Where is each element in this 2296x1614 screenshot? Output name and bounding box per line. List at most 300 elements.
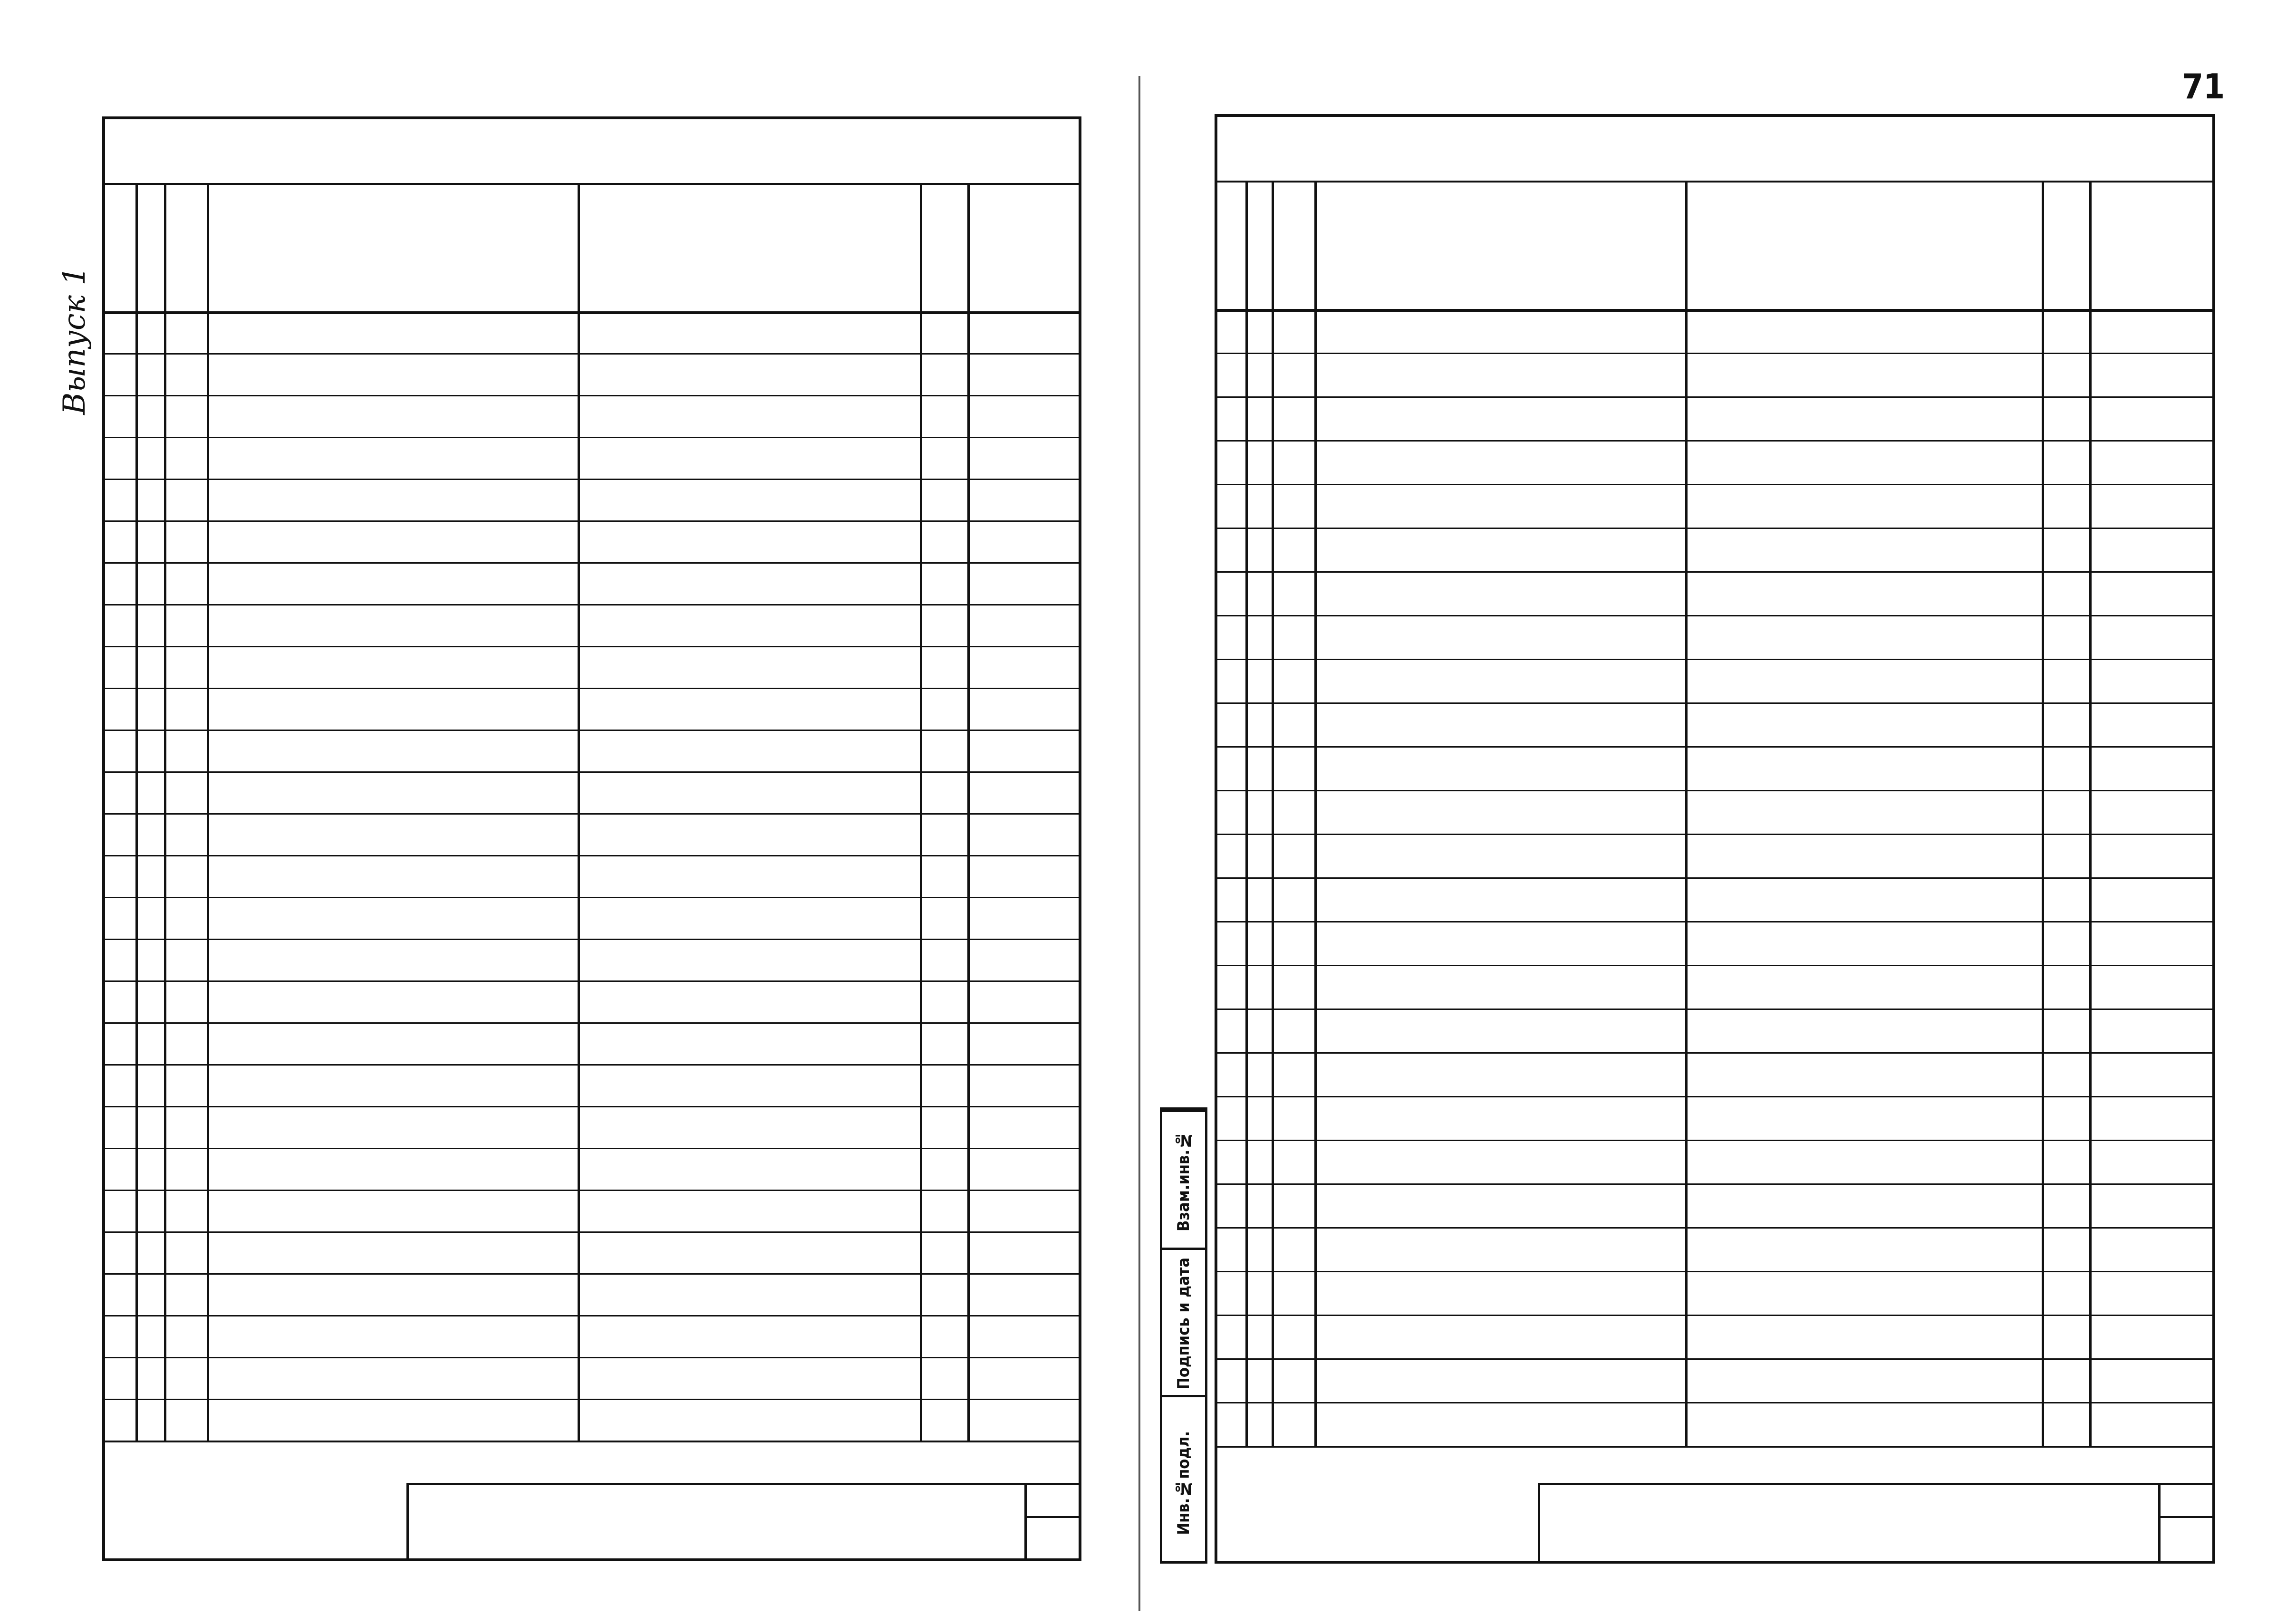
row-designation — [207, 604, 578, 646]
row-note — [967, 520, 1081, 562]
document-code — [1538, 1483, 2158, 1564]
row-pos — [164, 980, 207, 1022]
row-name — [1685, 1315, 2042, 1358]
row-pos — [1272, 1315, 1314, 1358]
row-format — [102, 730, 135, 771]
row-note — [2089, 396, 2215, 440]
row-note — [2089, 440, 2215, 484]
row-pos — [1272, 1096, 1314, 1140]
row-note — [2089, 790, 2215, 834]
row-designation — [1314, 702, 1685, 746]
header-note — [2089, 181, 2215, 309]
row-designation — [207, 1106, 578, 1148]
row-pos — [1272, 790, 1314, 834]
row-designation — [1314, 1183, 1685, 1227]
row-name — [1685, 1358, 2042, 1402]
row-format — [102, 1399, 135, 1441]
row-name — [1685, 1402, 2042, 1446]
row-note — [2089, 1183, 2215, 1227]
row-designation — [1314, 790, 1685, 834]
row-note — [967, 730, 1081, 771]
row-qty — [2042, 1358, 2089, 1402]
row-name — [578, 395, 920, 437]
row-qty — [920, 520, 967, 562]
row-pos — [1272, 1402, 1314, 1446]
row-format — [1215, 1009, 1245, 1052]
row-qty — [920, 604, 967, 646]
row-pos — [164, 437, 207, 479]
row-pos — [164, 395, 207, 437]
sheet-number — [2158, 1516, 2215, 1564]
row-note — [967, 1106, 1081, 1148]
row-format — [102, 1231, 135, 1273]
row-pos — [164, 520, 207, 562]
approval-strip-field — [1162, 1110, 1205, 1250]
row-format — [102, 771, 135, 813]
row-qty — [2042, 921, 2089, 965]
row-pos — [1272, 309, 1314, 353]
row-designation — [207, 520, 578, 562]
row-note — [2089, 746, 2215, 790]
row-qty — [2042, 1052, 2089, 1096]
row-format — [102, 688, 135, 730]
row-note — [967, 1399, 1081, 1441]
row-name — [1685, 1183, 2042, 1227]
row-format — [102, 311, 135, 353]
row-note — [2089, 528, 2215, 571]
row-pos — [1272, 877, 1314, 921]
row-designation — [1314, 1096, 1685, 1140]
row-designation — [207, 897, 578, 939]
sheet-label — [2158, 1483, 2215, 1516]
row-name — [578, 771, 920, 813]
row-format — [1215, 702, 1245, 746]
row-name — [1685, 615, 2042, 659]
row-designation — [207, 311, 578, 353]
row-note — [2089, 965, 2215, 1009]
section-title — [578, 855, 920, 897]
document-code — [406, 1483, 1024, 1561]
row-format — [1215, 746, 1245, 790]
approval-strip-label: Взам.инв.№ — [1174, 1131, 1193, 1231]
row-format — [1215, 1140, 1245, 1183]
row-name — [578, 1231, 920, 1273]
row-pos — [1272, 353, 1314, 396]
section-title — [578, 1190, 920, 1231]
row-name — [1685, 440, 2042, 484]
header-zone — [135, 183, 164, 311]
row-qty — [2042, 659, 2089, 702]
row-format — [1215, 571, 1245, 615]
row-qty — [2042, 1183, 2089, 1227]
row-qty — [920, 1357, 967, 1399]
row-designation — [1314, 877, 1685, 921]
header-pos — [1272, 181, 1314, 309]
row-qty — [920, 562, 967, 604]
row-designation — [1314, 1402, 1685, 1446]
row-designation — [1314, 746, 1685, 790]
row-qty — [920, 771, 967, 813]
row-pos — [164, 479, 207, 520]
row-format — [102, 353, 135, 395]
row-pos — [1272, 1183, 1314, 1227]
row-designation — [207, 1022, 578, 1064]
row-name — [578, 939, 920, 980]
row-name — [578, 562, 920, 604]
row-designation — [1314, 1315, 1685, 1358]
row-qty — [2042, 615, 2089, 659]
row-designation — [1314, 659, 1685, 702]
header-format — [102, 183, 135, 311]
row-format — [1215, 834, 1245, 877]
header-format — [1215, 181, 1245, 309]
section-title — [578, 1022, 920, 1064]
row-qty — [2042, 1402, 2089, 1446]
approval-strip — [1160, 1107, 1207, 1564]
row-pos — [164, 311, 207, 353]
row-format — [1215, 309, 1245, 353]
row-format — [1215, 965, 1245, 1009]
row-qty — [2042, 571, 2089, 615]
row-qty — [920, 437, 967, 479]
row-designation — [1314, 1227, 1685, 1271]
row-note — [2089, 1140, 2215, 1183]
rule — [1215, 1446, 2215, 1448]
row-note — [2089, 309, 2215, 353]
row-pos — [1272, 921, 1314, 965]
row-designation — [1314, 1271, 1685, 1315]
row-qty — [2042, 484, 2089, 528]
row-name — [578, 730, 920, 771]
row-qty — [920, 479, 967, 520]
row-name — [578, 311, 920, 353]
row-note — [2089, 484, 2215, 528]
section-title — [578, 520, 920, 562]
row-note — [2089, 1402, 2215, 1446]
row-note — [2089, 615, 2215, 659]
row-name — [1685, 309, 2042, 353]
row-note — [967, 1064, 1081, 1106]
row-name — [578, 1064, 920, 1106]
row-pos — [164, 1273, 207, 1315]
row-qty — [2042, 353, 2089, 396]
row-name — [578, 604, 920, 646]
row-qty — [920, 1399, 967, 1441]
row-name — [1685, 484, 2042, 528]
row-format — [1215, 1402, 1245, 1446]
approval-strip-label: Инв.№подл. — [1174, 1431, 1193, 1535]
row-note — [967, 437, 1081, 479]
row-name — [578, 1315, 920, 1357]
section-title — [578, 353, 920, 395]
row-designation — [207, 771, 578, 813]
row-designation — [207, 562, 578, 604]
header-zone — [1245, 181, 1272, 309]
row-format — [102, 1106, 135, 1148]
row-qty — [2042, 790, 2089, 834]
row-format — [102, 939, 135, 980]
row-format — [1215, 1227, 1245, 1271]
row-qty — [920, 980, 967, 1022]
row-designation — [1314, 921, 1685, 965]
row-pos — [1272, 746, 1314, 790]
header-qty — [2042, 181, 2089, 309]
row-note — [967, 1357, 1081, 1399]
row-qty — [920, 395, 967, 437]
row-pos — [164, 1357, 207, 1399]
row-designation — [207, 646, 578, 688]
row-designation — [207, 980, 578, 1022]
row-pos — [164, 771, 207, 813]
section-title — [1685, 396, 2042, 440]
sheet-label — [1024, 1483, 1081, 1516]
row-note — [967, 646, 1081, 688]
row-name — [1685, 790, 2042, 834]
row-name — [578, 1273, 920, 1315]
row-designation — [1314, 353, 1685, 396]
row-format — [1215, 921, 1245, 965]
row-name — [578, 437, 920, 479]
row-pos — [1272, 615, 1314, 659]
row-qty — [920, 1315, 967, 1357]
row-designation — [207, 1315, 578, 1357]
row-format — [1215, 440, 1245, 484]
row-designation — [207, 1399, 578, 1441]
row-qty — [2042, 877, 2089, 921]
row-pos — [164, 1190, 207, 1231]
row-format — [102, 479, 135, 520]
header-name — [1685, 181, 2042, 309]
section-title — [1685, 746, 2042, 790]
row-pos — [1272, 396, 1314, 440]
row-format — [102, 1022, 135, 1064]
header-pos — [164, 183, 207, 311]
header-qty — [920, 183, 967, 311]
row-designation — [1314, 1009, 1685, 1052]
row-note — [2089, 1271, 2215, 1315]
row-note — [967, 1315, 1081, 1357]
row-format — [1215, 790, 1245, 834]
section-title — [1685, 571, 2042, 615]
row-format — [102, 562, 135, 604]
row-format — [1215, 1271, 1245, 1315]
row-name — [578, 479, 920, 520]
row-designation — [1314, 834, 1685, 877]
row-designation — [1314, 528, 1685, 571]
row-note — [2089, 659, 2215, 702]
row-name — [1685, 1052, 2042, 1096]
row-designation — [207, 353, 578, 395]
row-designation — [207, 1273, 578, 1315]
row-designation — [207, 1190, 578, 1231]
row-note — [2089, 353, 2215, 396]
fold-line — [1138, 76, 1140, 1611]
row-format — [1215, 1096, 1245, 1140]
row-qty — [920, 1106, 967, 1148]
row-qty — [2042, 1009, 2089, 1052]
row-note — [967, 1273, 1081, 1315]
row-designation — [1314, 309, 1685, 353]
row-note — [967, 980, 1081, 1022]
row-pos — [1272, 1052, 1314, 1096]
row-note — [967, 813, 1081, 855]
row-name — [1685, 877, 2042, 921]
row-pos — [1272, 702, 1314, 746]
row-pos — [164, 604, 207, 646]
row-note — [2089, 921, 2215, 965]
row-name — [1685, 1009, 2042, 1052]
row-qty — [920, 730, 967, 771]
row-format — [102, 1315, 135, 1357]
row-qty — [920, 1148, 967, 1190]
row-designation — [207, 1357, 578, 1399]
row-qty — [920, 646, 967, 688]
row-designation — [207, 688, 578, 730]
row-name — [1685, 834, 2042, 877]
row-note — [967, 1022, 1081, 1064]
row-designation — [207, 1064, 578, 1106]
header-designation — [207, 183, 578, 311]
section-title — [1685, 1271, 2042, 1315]
row-pos — [1272, 1358, 1314, 1402]
row-designation — [207, 1231, 578, 1273]
column-rule — [1245, 181, 1248, 1446]
row-pos — [164, 855, 207, 897]
row-pos — [164, 939, 207, 980]
row-note — [967, 562, 1081, 604]
row-format — [1215, 528, 1245, 571]
header-designation — [1314, 181, 1685, 309]
row-pos — [1272, 484, 1314, 528]
sheet-number — [1024, 1516, 1081, 1561]
row-pos — [1272, 1140, 1314, 1183]
row-qty — [2042, 1096, 2089, 1140]
row-qty — [2042, 746, 2089, 790]
row-name — [578, 897, 920, 939]
row-format — [102, 646, 135, 688]
row-qty — [920, 1273, 967, 1315]
row-note — [967, 353, 1081, 395]
row-pos — [164, 353, 207, 395]
row-format — [102, 1190, 135, 1231]
row-qty — [920, 353, 967, 395]
row-note — [967, 939, 1081, 980]
row-name — [578, 646, 920, 688]
row-qty — [2042, 440, 2089, 484]
row-designation — [207, 813, 578, 855]
row-note — [967, 1190, 1081, 1231]
row-format — [102, 813, 135, 855]
row-pos — [1272, 571, 1314, 615]
row-note — [967, 604, 1081, 646]
row-designation — [1314, 1140, 1685, 1183]
row-name — [1685, 659, 2042, 702]
row-pos — [1272, 965, 1314, 1009]
row-qty — [920, 1064, 967, 1106]
row-note — [2089, 1227, 2215, 1271]
row-designation — [1314, 571, 1685, 615]
row-name — [578, 980, 920, 1022]
row-format — [1215, 396, 1245, 440]
section-title — [578, 688, 920, 730]
header-note — [967, 183, 1081, 311]
row-qty — [920, 1022, 967, 1064]
row-pos — [1272, 659, 1314, 702]
header-name — [578, 183, 920, 311]
row-note — [967, 855, 1081, 897]
row-pos — [1272, 1009, 1314, 1052]
row-note — [967, 771, 1081, 813]
row-qty — [2042, 528, 2089, 571]
row-designation — [207, 395, 578, 437]
row-format — [102, 1148, 135, 1190]
row-name — [1685, 528, 2042, 571]
row-qty — [920, 939, 967, 980]
approval-strip-field — [1162, 1395, 1205, 1568]
row-pos — [164, 730, 207, 771]
row-designation — [207, 1148, 578, 1190]
row-pos — [164, 1148, 207, 1190]
row-qty — [920, 688, 967, 730]
row-qty — [920, 813, 967, 855]
row-pos — [164, 1064, 207, 1106]
side-label: Выпуск 1 — [57, 266, 92, 415]
row-qty — [920, 855, 967, 897]
row-note — [2089, 702, 2215, 746]
row-pos — [164, 1315, 207, 1357]
section-title — [1685, 1096, 2042, 1140]
row-qty — [2042, 834, 2089, 877]
row-designation — [207, 939, 578, 980]
row-name — [578, 1148, 920, 1190]
row-qty — [920, 311, 967, 353]
row-pos — [164, 562, 207, 604]
row-format — [102, 980, 135, 1022]
row-name — [1685, 1227, 2042, 1271]
row-note — [2089, 877, 2215, 921]
row-pos — [1272, 440, 1314, 484]
row-format — [1215, 353, 1245, 396]
row-pos — [1272, 528, 1314, 571]
row-format — [102, 604, 135, 646]
row-note — [2089, 1315, 2215, 1358]
row-pos — [164, 1399, 207, 1441]
row-format — [1215, 1183, 1245, 1227]
row-pos — [164, 813, 207, 855]
row-note — [967, 1231, 1081, 1273]
row-designation — [1314, 1358, 1685, 1402]
row-name — [578, 813, 920, 855]
row-format — [1215, 1358, 1245, 1402]
row-designation — [207, 479, 578, 520]
page-number: 71 — [2182, 67, 2225, 106]
row-format — [1215, 1315, 1245, 1358]
approval-strip-field — [1162, 1248, 1205, 1397]
row-name — [1685, 965, 2042, 1009]
row-qty — [2042, 1140, 2089, 1183]
row-pos — [164, 1231, 207, 1273]
row-designation — [1314, 440, 1685, 484]
row-designation — [1314, 965, 1685, 1009]
row-format — [102, 1357, 135, 1399]
row-note — [2089, 1009, 2215, 1052]
row-pos — [164, 646, 207, 688]
approval-strip-label: Подпись и дата — [1174, 1258, 1193, 1390]
row-qty — [2042, 396, 2089, 440]
row-designation — [1314, 484, 1685, 528]
row-format — [1215, 484, 1245, 528]
row-format — [102, 897, 135, 939]
